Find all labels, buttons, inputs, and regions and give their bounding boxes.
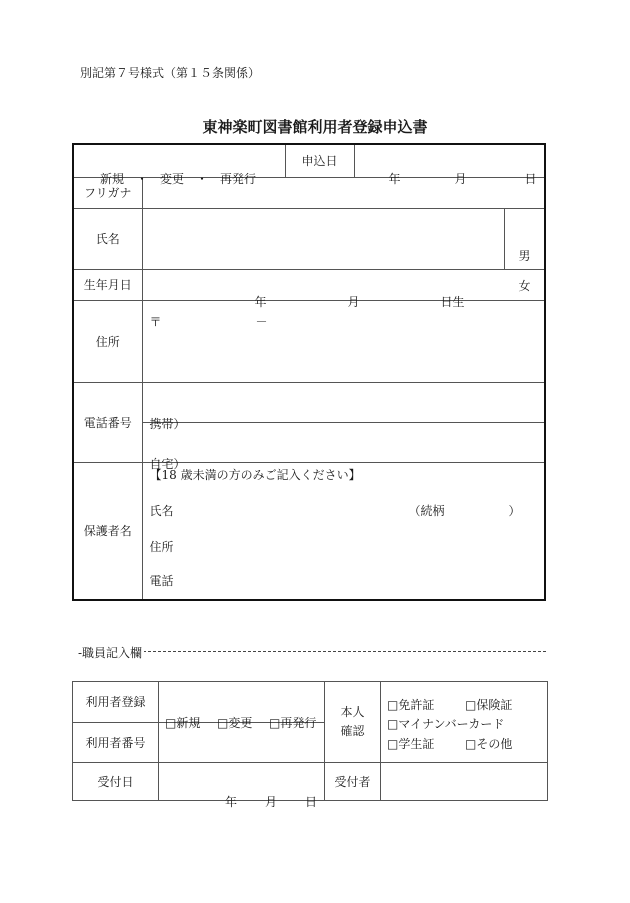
form-reference: 別記第７号様式（第１５条関係）: [80, 66, 261, 80]
birth-month-unit: 月: [347, 294, 360, 309]
staff-divider: [78, 651, 546, 652]
staff-section-heading: [78, 644, 546, 658]
sex-field[interactable]: [504, 208, 545, 293]
received-year-unit: 年: [225, 794, 238, 809]
option-new-checkbox[interactable]: □新規: [165, 715, 201, 730]
birth-year-unit: 年: [254, 294, 267, 309]
received-date-field[interactable]: [159, 763, 325, 809]
received-month-unit: 月: [265, 794, 278, 809]
application-types[interactable]: 新規 ・ 変更 ・ 再発行: [100, 171, 257, 186]
sex-female[interactable]: 女: [518, 278, 531, 293]
furigana-label: フリガナ: [73, 177, 142, 208]
id-verify-line2: 確認: [340, 724, 365, 738]
mobile-phone-field[interactable]: [142, 382, 545, 431]
doc-other-checkbox[interactable]: □その他: [465, 737, 513, 751]
id-verification-label: [325, 682, 381, 763]
id-document-options[interactable]: [381, 682, 548, 763]
birth-day-unit: 日生: [440, 294, 465, 309]
phone-label: 電話番号: [73, 382, 142, 462]
name-label: 氏名: [73, 208, 142, 269]
home-label: 自宅）: [149, 457, 186, 471]
home-phone-field[interactable]: [142, 422, 545, 471]
form-title: 東神楽町図書館利用者登録申込書: [202, 118, 428, 136]
application-date-field[interactable]: [354, 144, 545, 186]
staff-use-table: [72, 681, 548, 809]
received-day-unit: 日: [305, 794, 318, 809]
receiver-label: 受付者: [325, 763, 381, 801]
staff-section-label: -職員記入欄: [78, 646, 143, 660]
option-change-checkbox[interactable]: □変更: [217, 715, 253, 730]
postal-dash: －: [255, 314, 268, 329]
guardian-note: 【18 歳未満の方のみご記入ください】: [149, 467, 361, 482]
registration-label: 利用者登録: [73, 682, 159, 723]
application-form-table: [72, 143, 546, 601]
date-year-unit: 年: [388, 171, 401, 186]
doc-insurance-checkbox[interactable]: □保険証: [465, 698, 513, 712]
doc-license-checkbox[interactable]: □免許証: [387, 698, 435, 712]
application-date-label: 申込日: [285, 144, 354, 177]
doc-mynumber-checkbox[interactable]: □マイナンバーカード: [387, 717, 505, 731]
sex-male[interactable]: 男: [518, 248, 531, 263]
name-field[interactable]: [142, 208, 504, 269]
address-label: 住所: [73, 300, 142, 382]
date-day-unit: 日: [524, 171, 537, 186]
birthdate-label: 生年月日: [73, 269, 142, 300]
receiver-field[interactable]: [381, 763, 548, 801]
id-verify-line1: 本人: [340, 705, 365, 719]
address-field[interactable]: [142, 300, 545, 382]
doc-student-checkbox[interactable]: □学生証: [387, 737, 435, 751]
option-reissue-checkbox[interactable]: □再発行: [269, 715, 317, 730]
guardian-label: 保護者名: [73, 462, 142, 600]
guardian-field[interactable]: [142, 462, 545, 600]
birthdate-field[interactable]: [142, 269, 545, 309]
application-type-cell[interactable]: [73, 144, 285, 186]
received-date-label: 受付日: [73, 763, 159, 801]
guardian-phone-label: 電話: [149, 573, 174, 588]
mobile-label: 携帯）: [149, 417, 186, 431]
guardian-address-label: 住所: [149, 539, 174, 554]
guardian-relation-open: （続柄: [408, 503, 445, 518]
registration-options[interactable]: [159, 682, 325, 730]
guardian-relation-close: ）: [508, 503, 521, 518]
date-month-unit: 月: [454, 171, 467, 186]
postal-mark: 〒: [149, 314, 162, 329]
guardian-name-label: 氏名: [149, 503, 174, 518]
user-number-label: 利用者番号: [73, 722, 159, 763]
